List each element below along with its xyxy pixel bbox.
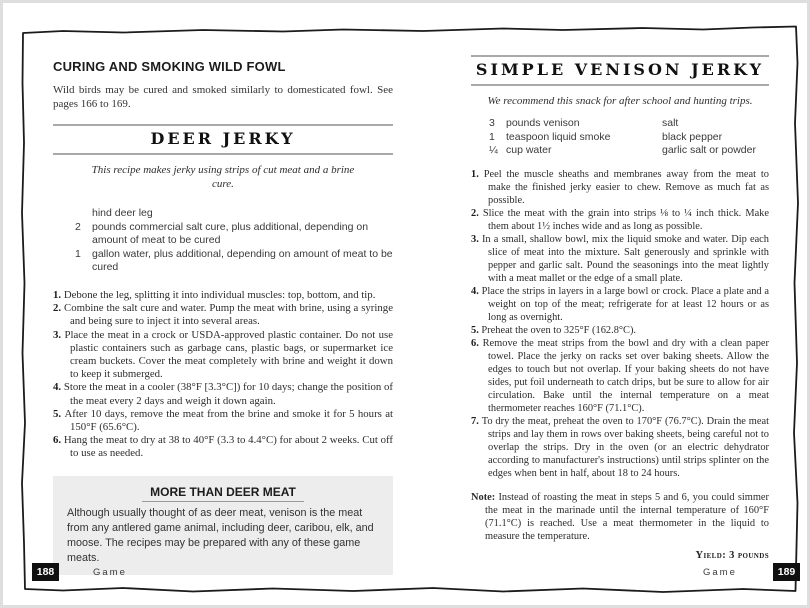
ingredient-row [489, 144, 769, 158]
recipe-title: SIMPLE VENISON JERKY [475, 60, 765, 79]
recipe-step: Place the meat in a crock or USDA-approved plastic container. Do not use plastic containers such as garbage cans, plastic bags, or supermarket ice cream buckets. Cover the meat completely with brine and weight it down to keep it submerged. [64, 328, 394, 381]
step-list [471, 168, 769, 480]
ingredient-row [75, 207, 393, 221]
recipe-step: In a small, shallow bowl, mix the liquid smoke and water. Dip each slice of meat into the mixture. Salt generously and sprinkle with pepper and garlic salt. Pound the seasonings into the meat lightly with a meat mallet or the edge of a small plate. [481, 233, 769, 284]
ingredient-row [489, 117, 769, 131]
ingredient-list [75, 207, 393, 275]
ingredient-text: hind deer leg [92, 207, 153, 220]
ingredient-seasoning: black pepper [662, 130, 723, 143]
ingredient-quantity: 3 [489, 117, 495, 129]
recipe-title-block [471, 55, 769, 86]
ingredient-text: cup water [506, 144, 552, 156]
page-number-badge-left: 188 [32, 563, 59, 581]
sidebar-body: Although usually thought of as deer meat, venison is the meat from any antlered game animal, including deer, caribou, elk, and moose. The recipes may be prepared with any of these game meats. [67, 506, 374, 565]
recipe-step: Hang the meat to dry at 38 to 40°F (3.3 to 4.4°C) for about 2 weeks. Cut off to use as needed. [63, 434, 394, 460]
ingredient-seasoning: salt [662, 117, 679, 129]
ingredient-text: gallon water, plus additional, depending on amount of meat to be cured [92, 247, 393, 274]
ingredient-quantity: 1 [75, 247, 81, 260]
ingredient-text: pounds venison [506, 117, 580, 129]
recipe-step: Debone the leg, splitting it into individual muscles: top, bottom, and tip. [63, 288, 376, 301]
ingredient-text: teaspoon liquid smoke [506, 130, 611, 143]
recipe-title: DEER JERKY [150, 129, 296, 149]
recipe-note [471, 491, 769, 543]
right-page [471, 55, 769, 561]
recipe-step: Combine the salt cure and water. Pump the meat with brine, using a syringe and being sure to inject it into several areas. [64, 302, 393, 328]
running-footer-left: Game [93, 567, 127, 578]
recipe-step: Slice the meat with the grain into strips ⅛ to ¼ inch thick. Make them about 1½ inches wide and as long as possible. [482, 207, 769, 232]
ingredient-text: pounds commercial salt cure, plus additional, depending on amount of meat to be cured [92, 220, 369, 247]
ingredient-quantity [75, 207, 89, 221]
ingredient-row [75, 248, 393, 275]
recipe-step: Place the strips in layers in a large bowl or crock. Place a plate and a weight on top of the meat; refrigerate for at least 12 hours or as long as overnight. [481, 285, 769, 323]
left-page [53, 59, 393, 575]
recipe-step: Preheat the oven to 325°F (162.8°C). [481, 324, 637, 336]
recipe-description: We recommend this snack for after school and hunting trips. [487, 95, 753, 107]
ingredient-quantity: ¼ [489, 144, 498, 156]
ingredient-quantity: 2 [75, 220, 81, 233]
section-intro: Wild birds may be cured and smoked similarly to domesticated fowl. See pages 166 to 169. [53, 84, 393, 111]
yield-line [471, 550, 769, 561]
recipe-step: To dry the meat, preheat the oven to 170°F (76.7°C). Drain the meat strips and lay them in rows over baking sheets, being careful not to overlap the strips. Dry in the oven (or an electric dehydrator according to manufacturer's instructions) until strips splinter on the edges when bent in half, about 18 to 24 hours. [481, 415, 769, 479]
ingredient-seasoning: garlic salt or powder [662, 144, 756, 156]
step-list [53, 289, 393, 461]
page-number-badge-right: 189 [773, 563, 800, 581]
ingredient-list [489, 117, 769, 158]
ingredient-quantity: 1 [489, 130, 495, 143]
note-text: Instead of roasting the meat in steps 5 and 6, you could simmer the meat in the marinade until the internal temperature of 160°F (71.1°C) is reached. Use a meat thermometer in the liquid to measure the temperature. [485, 491, 769, 542]
ingredient-row [489, 131, 769, 145]
note-label: Note: [471, 491, 496, 503]
recipe-title-block [53, 124, 393, 155]
recipe-step: Store the meat in a cooler (38°F [3.3°C]) for 10 days; change the position of the meat every 2 days and weigh it down again. [63, 381, 393, 407]
recipe-description: This recipe makes jerky using strips of cut meat and a brine cure. [91, 164, 355, 191]
recipe-step: Remove the meat strips from the bowl and dry with a clean paper towel. Place the jerky on racks set over baking sheets. Allow the edges to touch but not overlap. If your baking sheets do not have sides, put foil underneath to catch drips, but be sure to allow for air circulation. Bake until the internal temperature on a meat thermometer reaches 160°F (71.1°C). [482, 337, 769, 414]
section-title: CURING AND SMOKING WILD FOWL [53, 59, 286, 74]
yield-label: Yield: [695, 549, 727, 561]
running-footer-right: Game [703, 567, 737, 578]
recipe-step: After 10 days, remove the meat from the brine and smoke it for 5 hours at 150°F (65.6°C). [64, 407, 394, 433]
sidebar-box [53, 476, 393, 576]
recipe-step: Peel the muscle sheaths and membranes away from the meat to make the finished jerky easier to chew. Remove as much fat as possible. [483, 168, 769, 206]
yield-value: 3 pounds [729, 549, 769, 561]
ingredient-row [75, 221, 393, 248]
sidebar-title: MORE THAN DEER MEAT [142, 485, 304, 502]
